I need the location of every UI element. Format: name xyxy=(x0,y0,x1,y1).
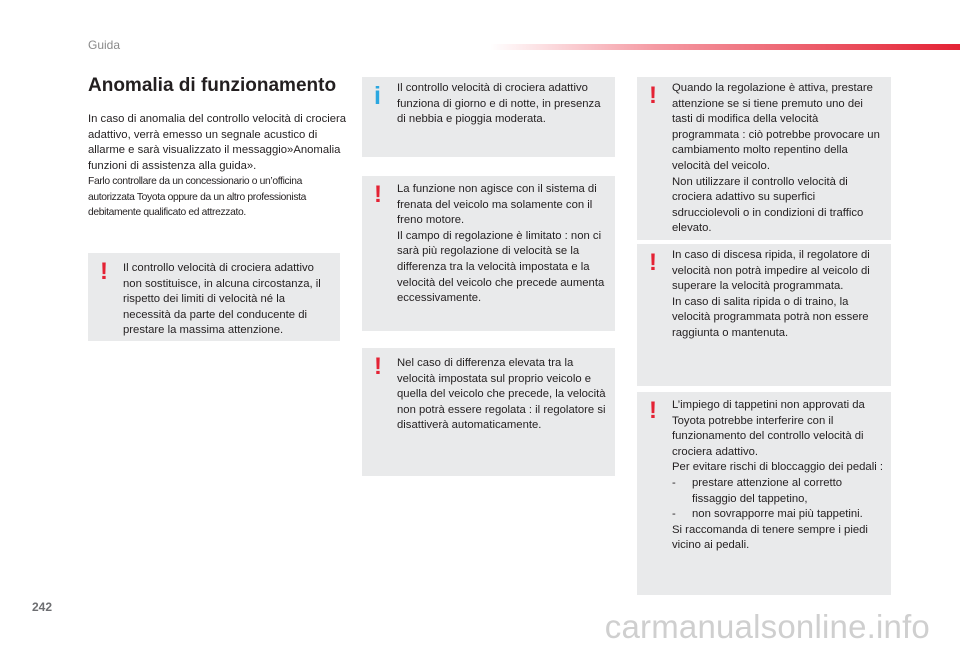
warning-icon: ! xyxy=(374,181,382,208)
warning-icon: ! xyxy=(374,353,382,380)
watermark: carmanualsonline.info xyxy=(604,608,930,645)
section-label: Guida xyxy=(88,38,121,52)
warning-paragraph: Si raccomanda di tenere sempre i piedi vicino ai pedali. xyxy=(672,523,868,552)
warning-paragraph: Nel caso di differenza elevata tra la velocità impostata sul proprio veicolo e quella del veicolo che precede, la velocità non potrà essere regolata : il regolatore si disattiverà automaticamente. xyxy=(397,357,606,432)
warning-box-assistance xyxy=(88,253,340,341)
list-item-text: prestare attenzione al corretto fissaggio del tappetino, xyxy=(692,476,843,505)
warning-icon: ! xyxy=(649,82,657,109)
info-box-day-night xyxy=(362,77,615,157)
warning-paragraph: L’impiego di tappetini non approvati da Toyota potrebbe interferire con il funzionamento del controllo velocità di crociera adattivo. xyxy=(672,399,865,458)
warning-icon: ! xyxy=(649,249,657,276)
warning-text xyxy=(397,182,609,307)
warning-box-floor-mats xyxy=(637,392,891,595)
intro-note: Farlo controllare da un concessionario o un’officina autorizzata Toyota oppure da un altro professionista debitamente qualificato ed attrezzato. xyxy=(88,176,307,218)
warning-box-regulation-active xyxy=(637,77,891,240)
list-dash: - xyxy=(672,476,676,489)
warning-paragraph: Quando la regolazione è attiva, prestare attenzione se si tiene premuto uno dei tasti di modifica della velocità programmata : ciò potrebbe provocare un cambiamento molto repentino della velocità del veicolo. xyxy=(672,82,880,172)
warning-paragraph: Per evitare rischi di bloccaggio dei pedali : xyxy=(672,461,883,474)
list-dash: - xyxy=(672,508,676,521)
list-item xyxy=(672,507,885,523)
intro-paragraph: In caso di anomalia del controllo velocità di crociera adattivo, verrà emesso un segnale acustico di allarme e sarà visualizzato il messaggio»Anomalia funzioni di assistenza alla guida». xyxy=(88,113,347,172)
info-paragraph: Il controllo velocità di crociera adattivo funziona di giorno e di notte, in presenza di nebbia e pioggia moderata. xyxy=(397,82,601,126)
warning-text xyxy=(672,81,885,237)
page-number: 242 xyxy=(32,600,53,614)
info-icon: i xyxy=(374,82,381,110)
warning-paragraph: In caso di discesa ripida, il regolatore di velocità non potrà impedire al veicolo di superare la velocità programmata. xyxy=(672,249,870,293)
warning-box-brake-system xyxy=(362,176,615,331)
warning-text xyxy=(397,356,609,434)
warning-paragraph: Il campo di regolazione è limitato : non ci sarà più regolazione di velocità se la differenza tra la velocità impostata e la velocità del veicolo che precede aumenta eccessivamente. xyxy=(397,229,605,305)
warning-box-speed-difference xyxy=(362,348,615,476)
page-title: Anomalia di funzionamento xyxy=(88,75,337,96)
warning-icon: ! xyxy=(649,397,657,424)
header-accent-bar xyxy=(490,44,960,50)
warning-text xyxy=(672,248,885,342)
warning-text xyxy=(672,398,885,554)
info-text xyxy=(397,81,609,128)
warning-paragraph: La funzione non agisce con il sistema di frenata del veicolo ma solamente con il freno motore. xyxy=(397,183,597,227)
list-item xyxy=(672,476,885,507)
warning-box-steep-descent xyxy=(637,244,891,386)
warning-paragraph: Il controllo velocità di crociera adattivo non sostituisce, in alcuna circostanza, il rispetto dei limiti di velocità né la necessità da parte del conducente di prestare la massima attenzione. xyxy=(123,262,321,337)
intro-text xyxy=(88,112,350,221)
warning-paragraph: Non utilizzare il controllo velocità di crociera adattivo su superfici sdrucciolevoli o in condizioni di traffico elevato. xyxy=(672,175,864,235)
warning-icon: ! xyxy=(100,258,108,285)
warning-text xyxy=(123,261,334,339)
list-item-text: non sovrapporre mai più tappetini. xyxy=(692,508,863,521)
warning-paragraph: In caso di salita ripida o di traino, la velocità programmata potrà non essere raggiunta o mantenuta. xyxy=(672,295,869,339)
